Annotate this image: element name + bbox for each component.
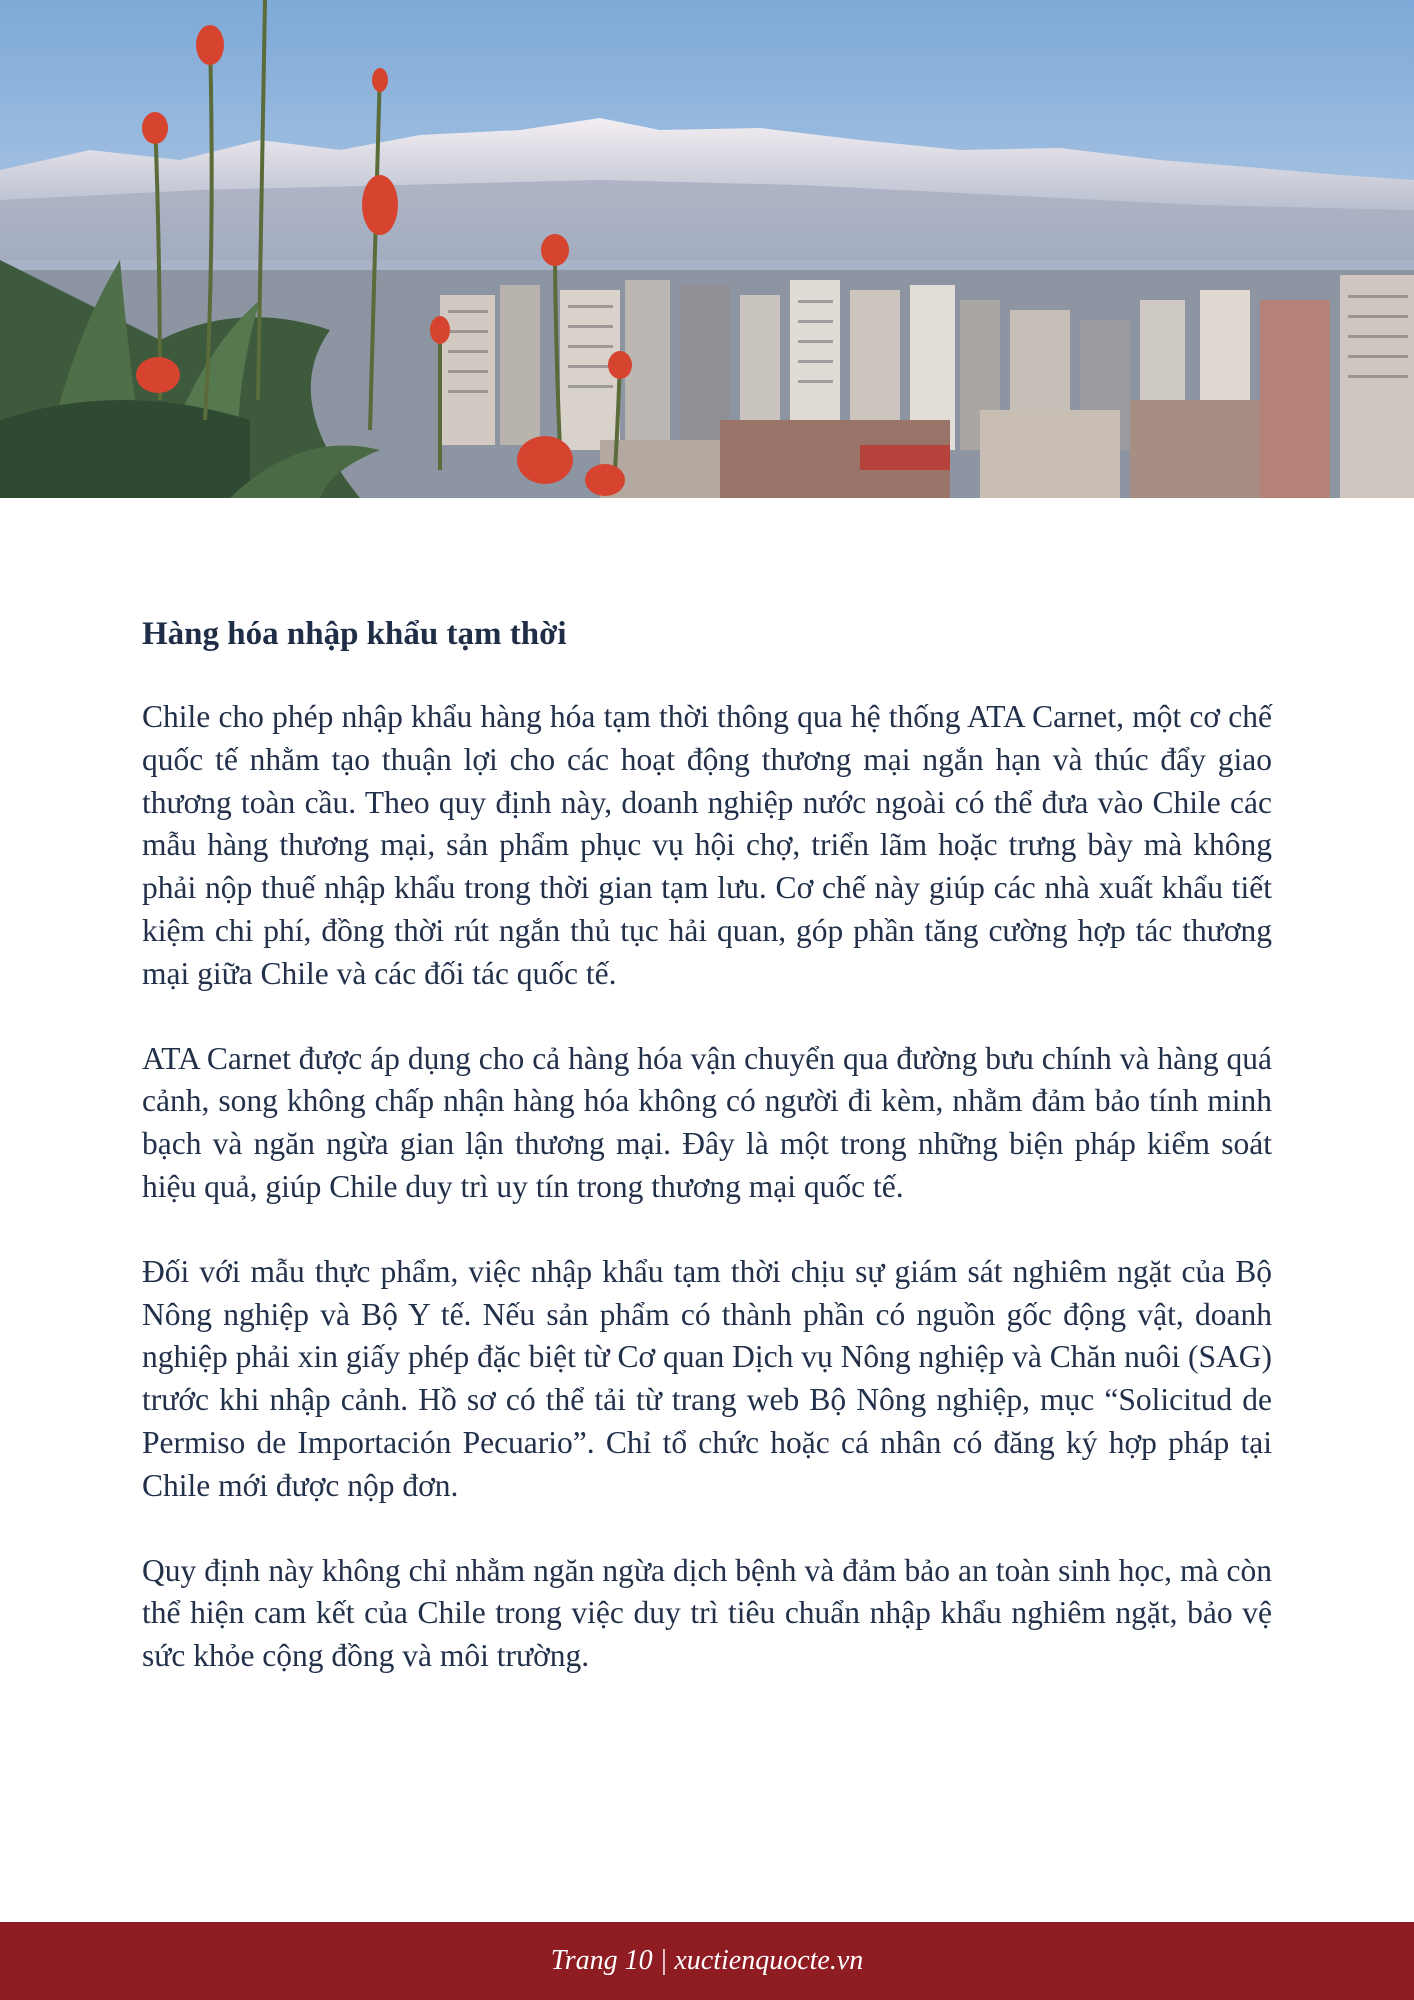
footer-page-label: Trang 10 | xuctienquocte.vn xyxy=(550,1945,864,1976)
article xyxy=(142,612,1272,1720)
paragraph-regulation-purpose: Quy định này không chỉ nhằm ngăn ngừa dịch bệnh và đảm bảo an toàn sinh học, mà còn thể hiện cam kết của Chile trong việc duy trì tiêu chuẩn nhập khẩu nghiêm ngặt, bảo vệ sức khỏe cộng đồng và môi trường. xyxy=(142,1552,1272,1674)
paragraph-ata-carnet-intro: Chile cho phép nhập khẩu hàng hóa tạm thời thông qua hệ thống ATA Carnet, một cơ chế quốc tế nhằm tạo thuận lợi cho các hoạt động thương mại ngắn hạn và thúc đẩy giao thương toàn cầu. Theo quy định này, doanh nghiệp nước ngoài có thể đưa vào Chile các mẫu hàng thương mại, sản phẩm phục vụ hội chợ, triển lãm hoặc trưng bày mà không phải nộp thuế nhập khẩu trong thời gian tạm lưu. Cơ chế này giúp các nhà xuất khẩu tiết kiệm chi phí, đồng thời rút ngắn thủ tục hải quan, góp phần tăng cường hợp tác thương mại giữa Chile và các đối tác quốc tế. xyxy=(142,699,1272,991)
article-heading: Hàng hóa nhập khẩu tạm thời xyxy=(142,616,567,652)
hero-image xyxy=(0,0,1414,498)
city-skyline-illustration xyxy=(0,0,1414,498)
page-footer xyxy=(0,1922,1414,2000)
paragraph-ata-carnet-scope: ATA Carnet được áp dụng cho cả hàng hóa vận chuyển qua đường bưu chính và hàng quá cảnh, song không chấp nhận hàng hóa không có người đi kèm, nhằm đảm bảo tính minh bạch và ngăn ngừa gian lận thương mại. Đây là một trong những biện pháp kiểm soát hiệu quả, giúp Chile duy trì uy tín trong thương mại quốc tế. xyxy=(142,1040,1272,1204)
paragraph-food-samples: Đối với mẫu thực phẩm, việc nhập khẩu tạm thời chịu sự giám sát nghiêm ngặt của Bộ Nông nghiệp và Bộ Y tế. Nếu sản phẩm có thành phần có nguồn gốc động vật, doanh nghiệp phải xin giấy phép đặc biệt từ Cơ quan Dịch vụ Nông nghiệp và Chăn nuôi (SAG) trước khi nhập cảnh. Hồ sơ có thể tải từ trang web Bộ Nông nghiệp, mục “Solicitud de Permiso de Importación Pecuario”. Chỉ tổ chức hoặc cá nhân có đăng ký hợp pháp tại Chile mới được nộp đơn. xyxy=(142,1253,1272,1503)
